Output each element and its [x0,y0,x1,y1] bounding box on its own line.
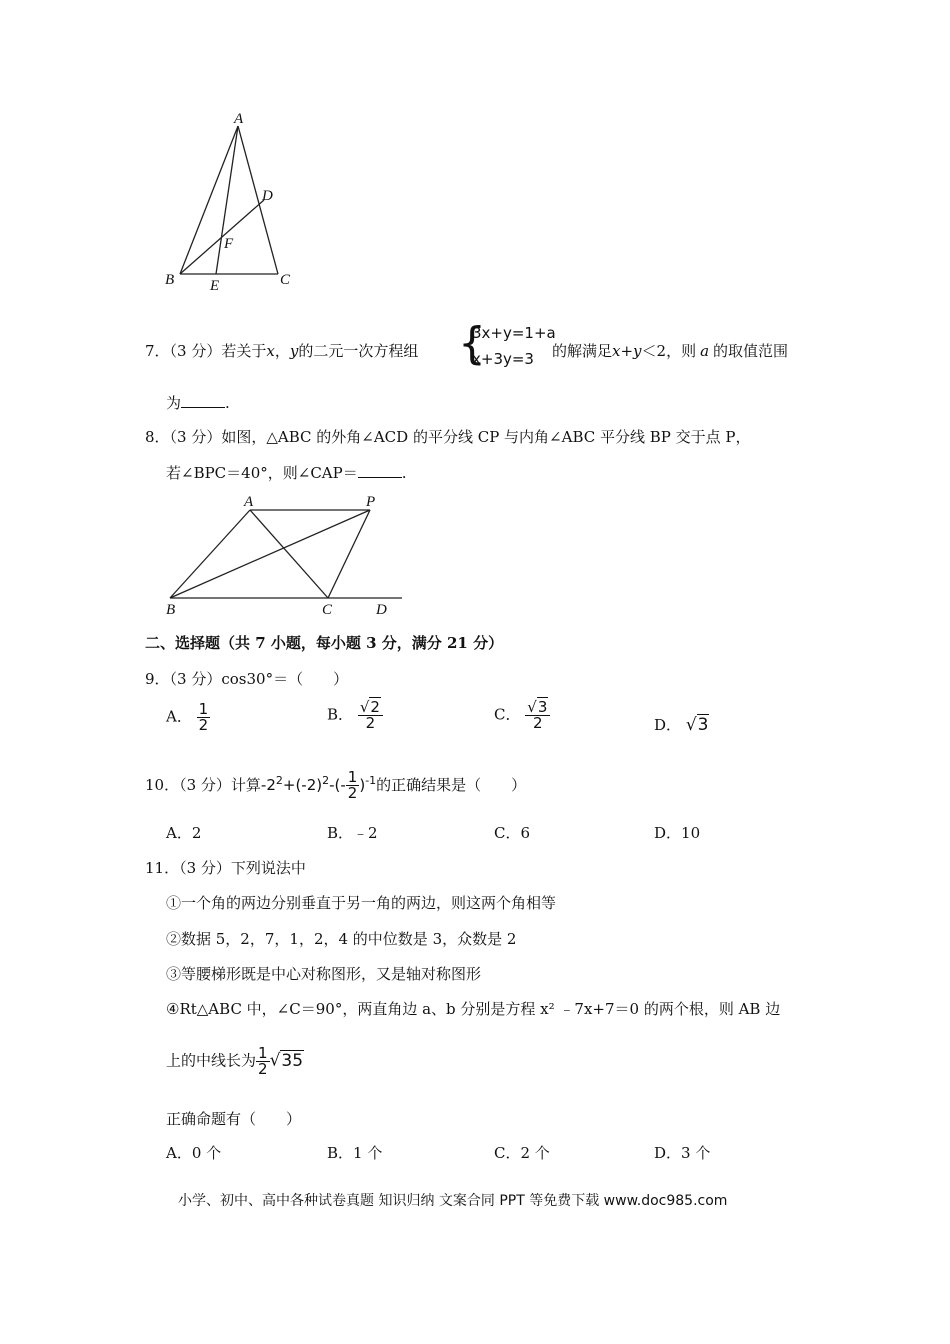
num: 1 [347,768,358,786]
section-2-text: 二、选择题（共 7 小题，每小题 3 分，满分 21 分） [145,634,504,652]
q10-option-c[interactable]: C．6 [494,824,531,842]
q11-statement-4: ④Rt△ABC 中，∠C＝90°，两直角边 a、b 分别是方程 x² ﹣7x+7＝0 的两个根，则 AB 边 [166,1000,781,1018]
section-2-title [145,632,503,653]
eq1: 3x+y=1+a [472,324,556,342]
q9-option-b[interactable] [327,700,383,731]
sqrt-icon: √ [269,1050,281,1071]
q8-end: . [401,464,407,482]
sup3: -1 [365,774,377,787]
label-a: A [234,111,244,127]
q7-after: 的解满足 [552,342,613,360]
label-c: C [280,272,291,288]
fraction [346,770,360,801]
fraction [358,700,383,731]
label-f: F [224,236,234,252]
answer-blank-8[interactable] [358,477,402,478]
sqrt-icon: √ [685,715,697,735]
sup1: 2 [275,774,283,787]
opt-d-label: D． [654,716,682,734]
radicand: 3 [537,698,548,716]
q10-option-a[interactable]: A．2 [166,824,202,842]
fraction [256,1046,270,1077]
label-c2: C [322,602,333,618]
question-9-stem: 9．（3 分）cos30°＝（ ） [145,670,349,688]
question-11-stem: 11．（3 分）下列说法中 [145,859,306,877]
q7-mid: 的二元一次方程组 [298,342,419,360]
e1: -2 [260,776,276,794]
den: 2 [365,714,376,732]
sup2: 2 [322,774,330,787]
q11-correct-count: 正确命题有（ ） [166,1110,302,1128]
q11-option-b[interactable]: B．1 个 [327,1144,383,1162]
fraction [525,700,550,731]
q7-tail: 的取值范围 [713,342,789,360]
q11-statement-4b [166,1046,304,1077]
radicand: 3 [697,715,709,735]
e4: ) [359,776,366,794]
q7-cond: x+y [612,342,642,360]
answer-blank-7[interactable] [181,407,225,408]
q10-expression [260,768,377,802]
opt-a-label: A． [166,707,192,726]
question-8-line2 [166,462,407,483]
label-b: B [165,272,175,288]
num: 1 [258,1044,268,1062]
label-p: P [366,494,376,510]
q10-tail: 的正确结果是（ ） [376,776,527,794]
q11-option-a[interactable]: A．0 个 [166,1144,222,1162]
eq2: x+3y=3 [472,350,534,368]
label-d: D [262,188,273,204]
footer-text[interactable]: 小学、初中、高中各种试卷真题 知识归纳 文案合同 PPT 等免费下载 www.doc985.com [178,1193,728,1209]
s4b-text: 上的中线长为 [166,1051,257,1070]
sqrt-icon: √ [527,698,537,716]
question-7-line1b [552,340,788,361]
question-10-stem [145,770,526,801]
den: 2 [347,784,358,802]
q10-option-d[interactable]: D．10 [654,824,701,842]
opt-b-label: B． [327,705,354,724]
q10-option-b[interactable]: B．﹣2 [327,824,378,842]
label-a2: A [244,494,254,510]
brace-icon: { [458,318,486,369]
q7-end: . [225,394,230,412]
q9-option-d[interactable] [654,714,709,735]
opt-c-label: C． [494,705,521,724]
q9-option-a[interactable] [166,702,210,733]
var-y: y [289,342,299,360]
var-x: x [266,342,275,360]
den: 2 [258,1060,268,1078]
den: 2 [198,716,209,734]
sep: ， [274,342,290,360]
q8-line2: 若∠BPC＝40°，则∠CAP＝ [166,464,358,482]
label-d2: D [376,602,387,618]
e3: -(- [329,776,346,794]
q11-statement-2: ②数据 5，2，7，1，2，4 的中位数是 3，众数是 2 [166,930,517,948]
radicand: 2 [370,698,380,716]
q7-line2: 为 [166,394,182,412]
var-a: a [700,342,710,360]
q11-option-d[interactable]: D．3 个 [654,1144,711,1162]
q10-lead: 10．（3 分）计算 [145,776,261,794]
num: 1 [198,700,209,718]
label-e: E [210,278,220,294]
label-b2: B [166,602,176,618]
q11-statement-3: ③等腰梯形既是中心对称图形，又是轴对称图形 [166,965,482,983]
question-8-line1: 8．（3 分）如图，△ABC 的外角∠ACD 的平分线 CP 与内角∠ABC 平分线 BP 交于点 P， [145,428,751,446]
question-7-line1 [145,340,418,361]
q7-number: 7．（3 分）若关于 [145,342,267,360]
q11-option-c[interactable]: C．2 个 [494,1144,550,1162]
radicand: 35 [281,1050,304,1071]
q7-lt: ＜2，则 [641,342,697,360]
e2: +(-2) [282,776,323,794]
den: 2 [533,714,543,732]
fraction [197,702,211,733]
figure-abcpd [160,490,420,618]
figure-triangle-abc [160,108,300,298]
question-7-line2 [166,392,230,413]
sqrt-icon: √ [359,698,370,716]
q9-option-c[interactable] [494,700,550,731]
q11-statement-1: ①一个角的两边分别垂直于另一角的两边，则这两个角相等 [166,894,557,912]
